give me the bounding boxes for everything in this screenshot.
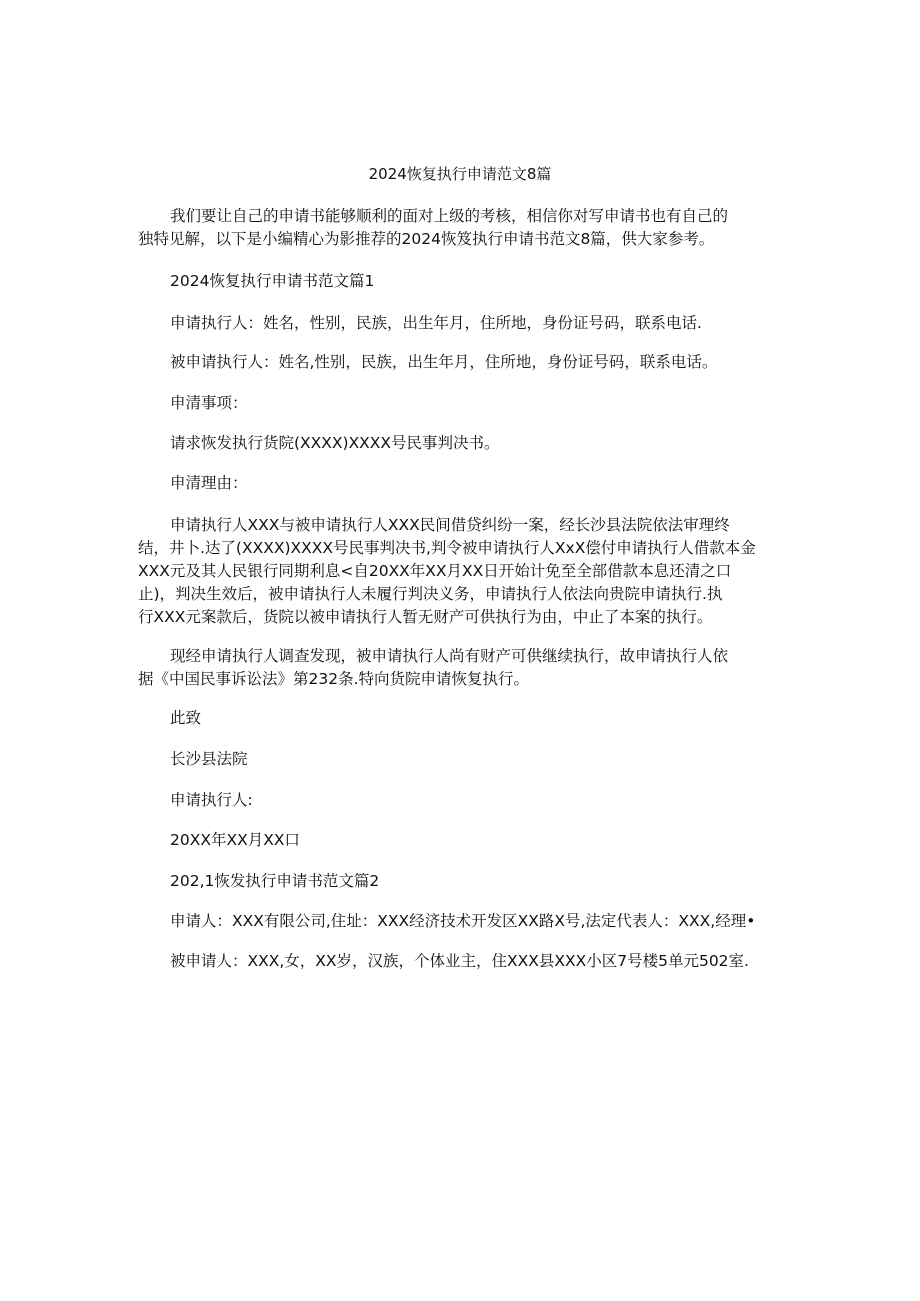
reason-label: 申清理由： bbox=[170, 474, 248, 492]
section2-heading: 202,1恢发执行申请书范文篇2 bbox=[170, 872, 380, 890]
respondent-info: 被申请执行人：姓名,性别，民族，出生年月，住所地，身份证号码，联系电话。 bbox=[170, 353, 718, 371]
court-name: 长沙县法院 bbox=[170, 750, 248, 768]
intro-line: 独特见解，以下是小编精心为影推荐的2024恢笈执行申请书范文8篇，供大家参考。 bbox=[138, 230, 715, 248]
document-date: 20XX年XX月XX口 bbox=[170, 831, 300, 849]
section2-applicant: 申请人：XXX有限公司,住址：XXX经济技术开发区XX路X号,法定代表人：XXX,经理• bbox=[170, 912, 756, 930]
reason-line: 行XXX元案款后，货院以被申请执行人暂无财产可供执行为由，中止了本案的执行。 bbox=[138, 608, 713, 626]
items-label: 申清事项： bbox=[170, 394, 248, 412]
document-title: 2024恢复执行申请范文8篇 bbox=[368, 165, 552, 183]
finding-line: 现经申请执行人调查发现，被申请执行人尚有财产可供继续执行，故申请执行人依 bbox=[170, 647, 729, 665]
reason-line: 结，井卜.达了(XXXX)XXXX号民事判决书,判令被申请执行人XxX偿付申请执行人借款本金 bbox=[138, 539, 756, 557]
reason-line: 申请执行人XXX与被申请执行人XXX民间借贷纠纷一案，经长沙县法院依法审理终 bbox=[170, 516, 730, 534]
intro-paragraph bbox=[138, 205, 784, 251]
section2-respondent: 被申请人：XXX,女，XX岁，汉族，个体业主，住XXX县XXX小区7号楼5单元502室. bbox=[170, 952, 749, 970]
reason-paragraph bbox=[138, 514, 784, 629]
finding-paragraph bbox=[138, 645, 784, 691]
intro-line: 我们要让自己的申请书能够顺利的面对上级的考核，相信你对写申请书也有自己的 bbox=[170, 207, 729, 225]
reason-line: 止)，判决生效后，被申请执行人未履行判决义务，申请执行人依法向贵院申请执行.执 bbox=[138, 585, 723, 603]
items-text: 请求恢发执行货院(XXXX)XXXX号民事判决书。 bbox=[170, 434, 500, 452]
signature-label: 申请执行人: bbox=[170, 791, 253, 809]
salutation: 此致 bbox=[170, 709, 202, 727]
finding-line: 据《中国民事诉讼法》第232条.特向货院申请恢复执行。 bbox=[138, 670, 530, 688]
section1-heading: 2024恢复执行申请书范文篇1 bbox=[170, 272, 375, 290]
reason-line: XXX元及其人民银行同期利息<自20XX年XX月XX日开始计免至全部借款本息还清之口 bbox=[138, 562, 732, 580]
applicant-info: 申请执行人：姓名，性别，民族，出生年月，住所地，身份证号码，联系电话. bbox=[170, 314, 702, 332]
